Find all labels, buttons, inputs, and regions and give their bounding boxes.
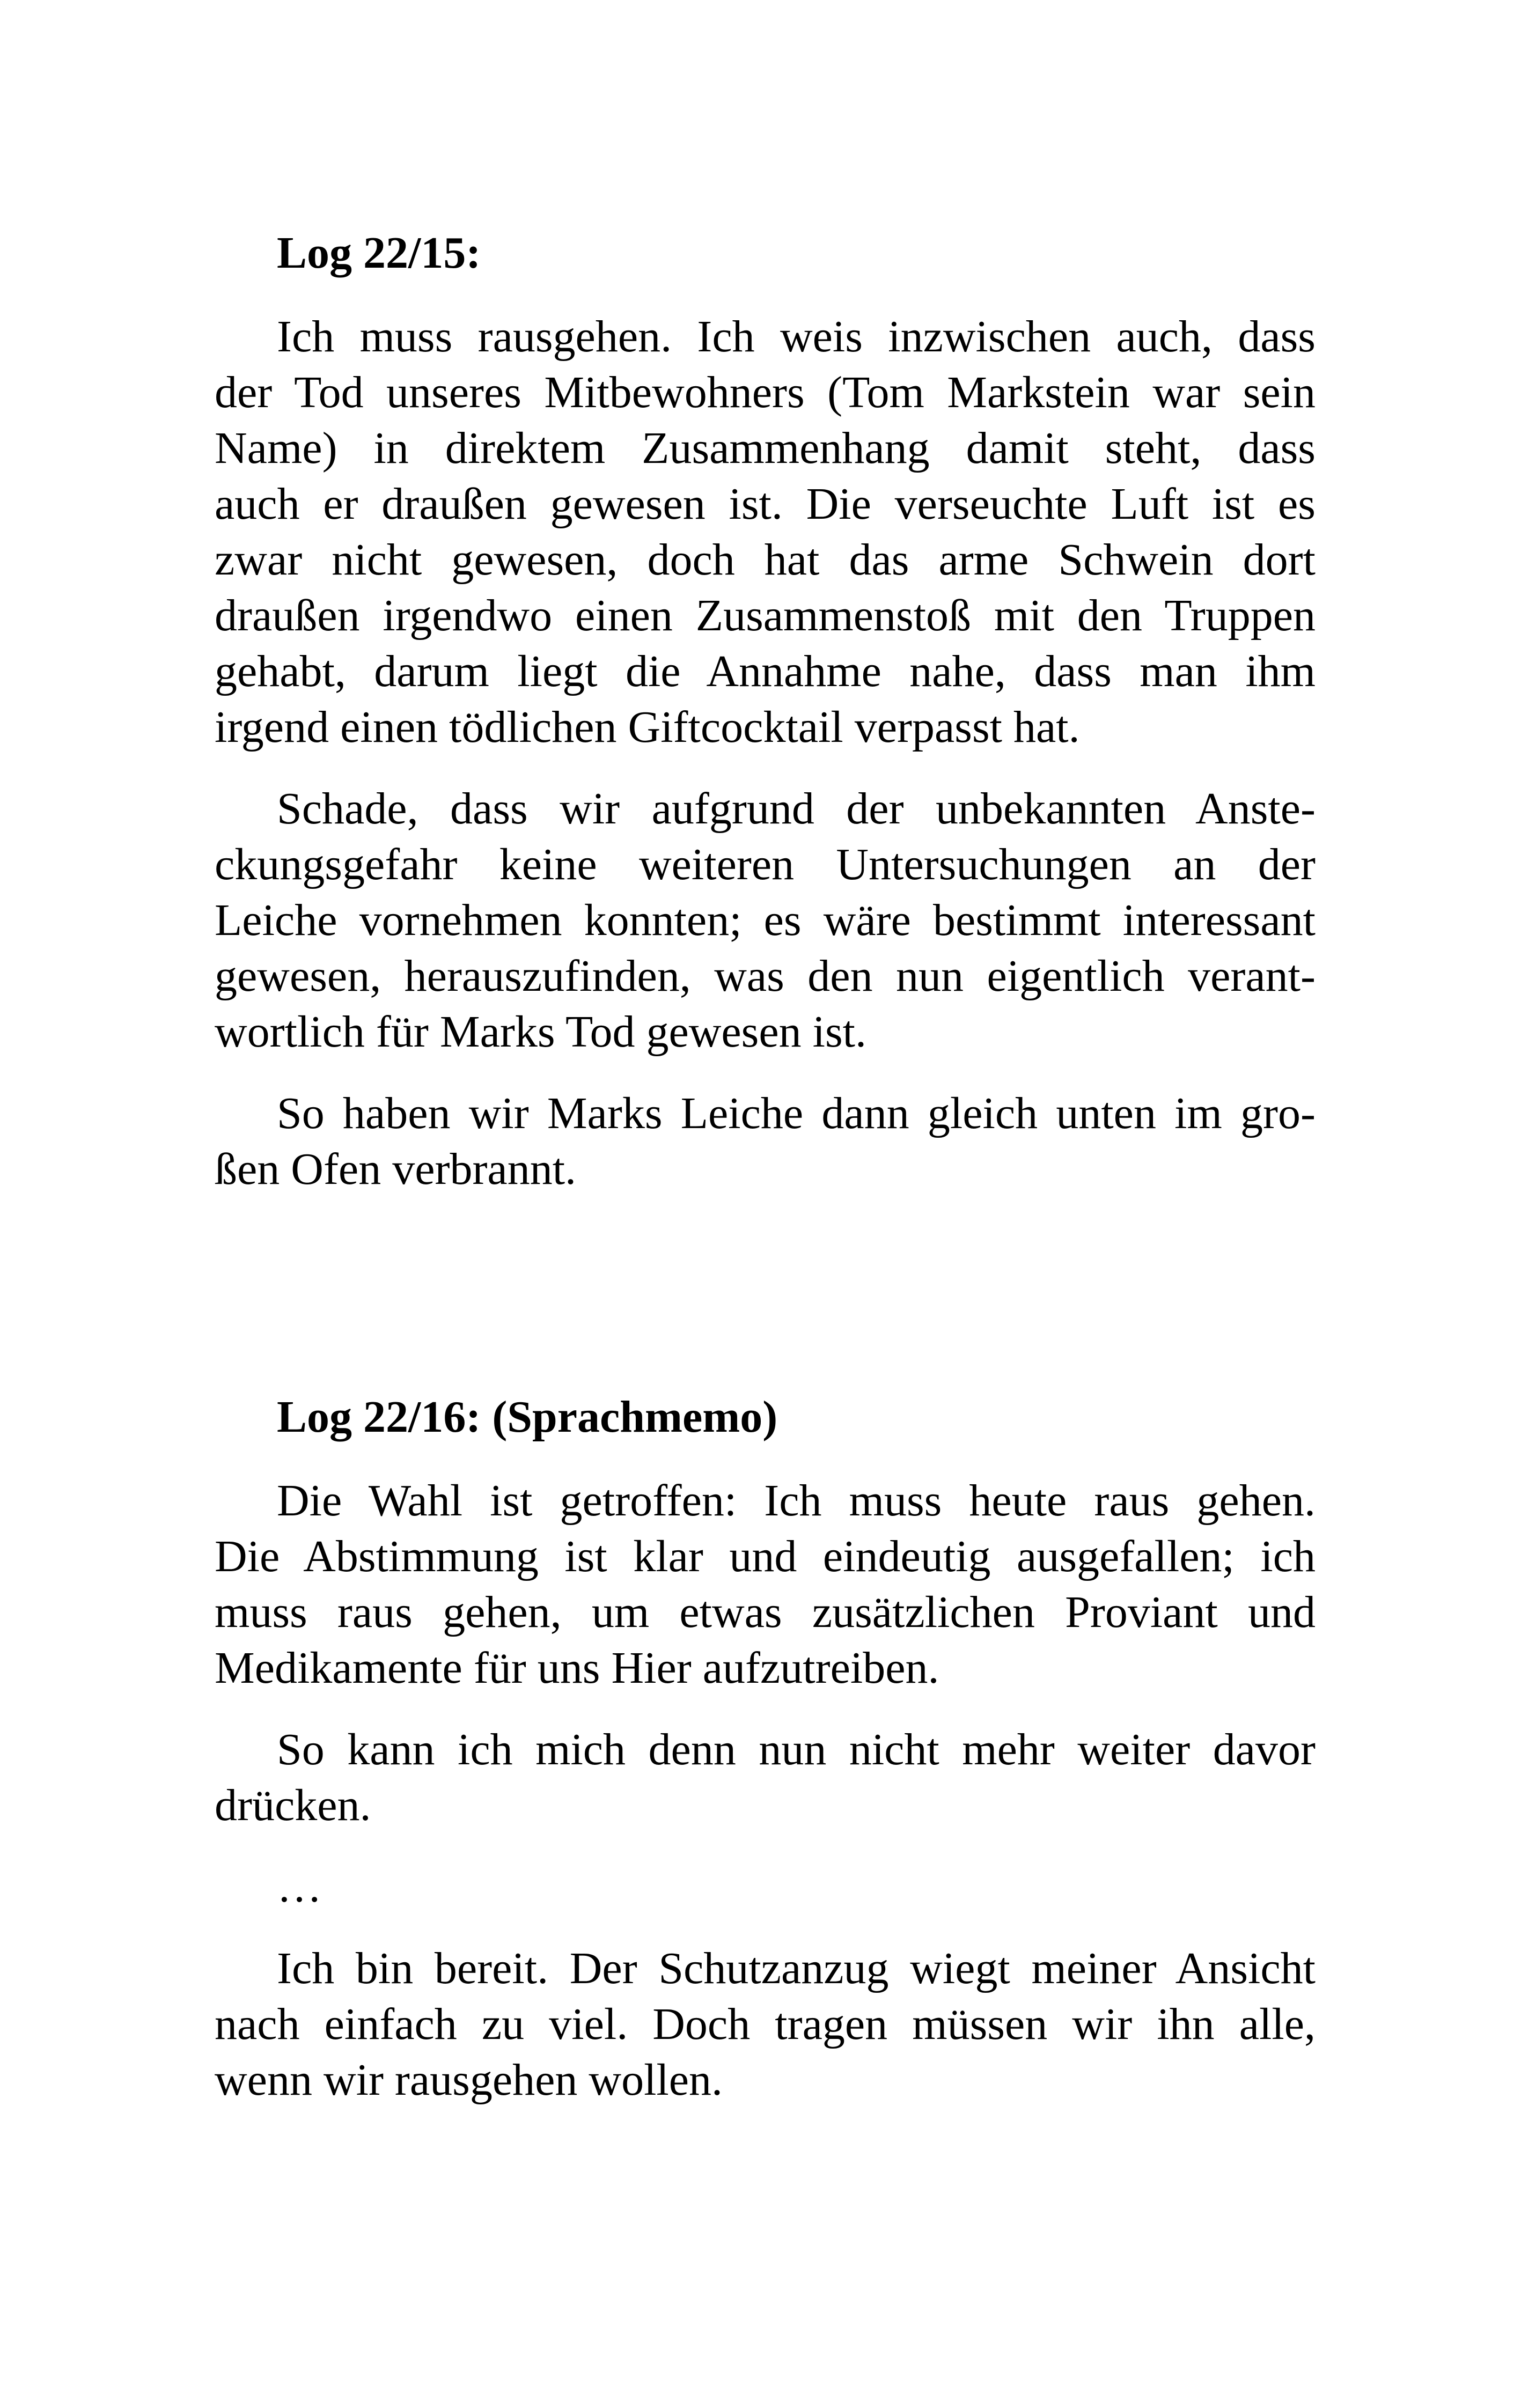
text-line: draußen irgendwo einen Zusammenstoß mit den Truppen — [215, 591, 1316, 640]
paragraph — [215, 1473, 1316, 1696]
paragraph — [215, 1086, 1316, 1197]
text-line: Ich bin bereit. Der Schutzanzug wiegt meiner Ansicht — [277, 1943, 1316, 1993]
text-line: ckungsgefahr keine weiteren Untersuchungen an der — [215, 840, 1316, 889]
text-line: So kann ich mich denn nun nicht mehr weiter davor — [277, 1725, 1316, 1774]
text-line: auch er draußen gewesen ist. Die verseuchte Luft ist es — [215, 479, 1316, 529]
text-line: drücken. — [215, 1780, 371, 1830]
paragraph — [215, 1941, 1316, 2108]
text-line: Ich muss rausgehen. Ich weis inzwischen auch, dass — [277, 312, 1316, 362]
text-line: So haben wir Marks Leiche dann gleich unten im gro- — [277, 1088, 1316, 1138]
text-line: gewesen, herauszufinden, was den nun eigentlich verant- — [215, 951, 1316, 1001]
entry-heading: Log 22/16: (Sprachmemo) — [277, 1392, 778, 1442]
text-line: Name) in direktem Zusammenhang damit steht, dass — [215, 423, 1316, 473]
text-line: irgend einen tödlichen Giftcocktail verpasst hat. — [215, 702, 1080, 752]
text-line: ßen Ofen verbrannt. — [215, 1144, 577, 1194]
text-line: wenn wir rausgehen wollen. — [215, 2055, 723, 2105]
paragraph — [215, 1722, 1316, 1833]
paragraph — [215, 309, 1316, 755]
entry-heading: Log 22/15: — [277, 228, 481, 278]
text-line: wortlich für Marks Tod gewesen ist. — [215, 1007, 867, 1057]
text-line: … — [277, 1862, 322, 1912]
paragraph-ellipsis — [215, 1859, 1316, 1915]
text-line: Die Wahl ist getroffen: Ich muss heute raus gehen. — [277, 1476, 1316, 1526]
text-line: gehabt, darum liegt die Annahme nahe, dass man ihm — [215, 646, 1316, 696]
text-line: Die Abstimmung ist klar und eindeutig ausgefallen; ich — [215, 1531, 1316, 1581]
text-line: Schade, dass wir aufgrund der unbekannten Anste- — [277, 784, 1316, 834]
text-line: muss raus gehen, um etwas zusätzlichen Proviant und — [215, 1587, 1316, 1637]
text-line: zwar nicht gewesen, doch hat das arme Schwein dort — [215, 535, 1316, 585]
text-line: Leiche vornehmen konnten; es wäre bestimmt interessant — [215, 895, 1316, 945]
paragraph — [215, 781, 1316, 1060]
text-line: Medikamente für uns Hier aufzutreiben. — [215, 1643, 939, 1693]
text-line: nach einfach zu viel. Doch tragen müssen wir ihn alle, — [215, 1999, 1316, 2049]
text-line: der Tod unseres Mitbewohners (Tom Markstein war sein — [215, 367, 1316, 417]
log-entry-22-15 — [215, 225, 1316, 1223]
log-entry-22-16 — [215, 1389, 1316, 2134]
